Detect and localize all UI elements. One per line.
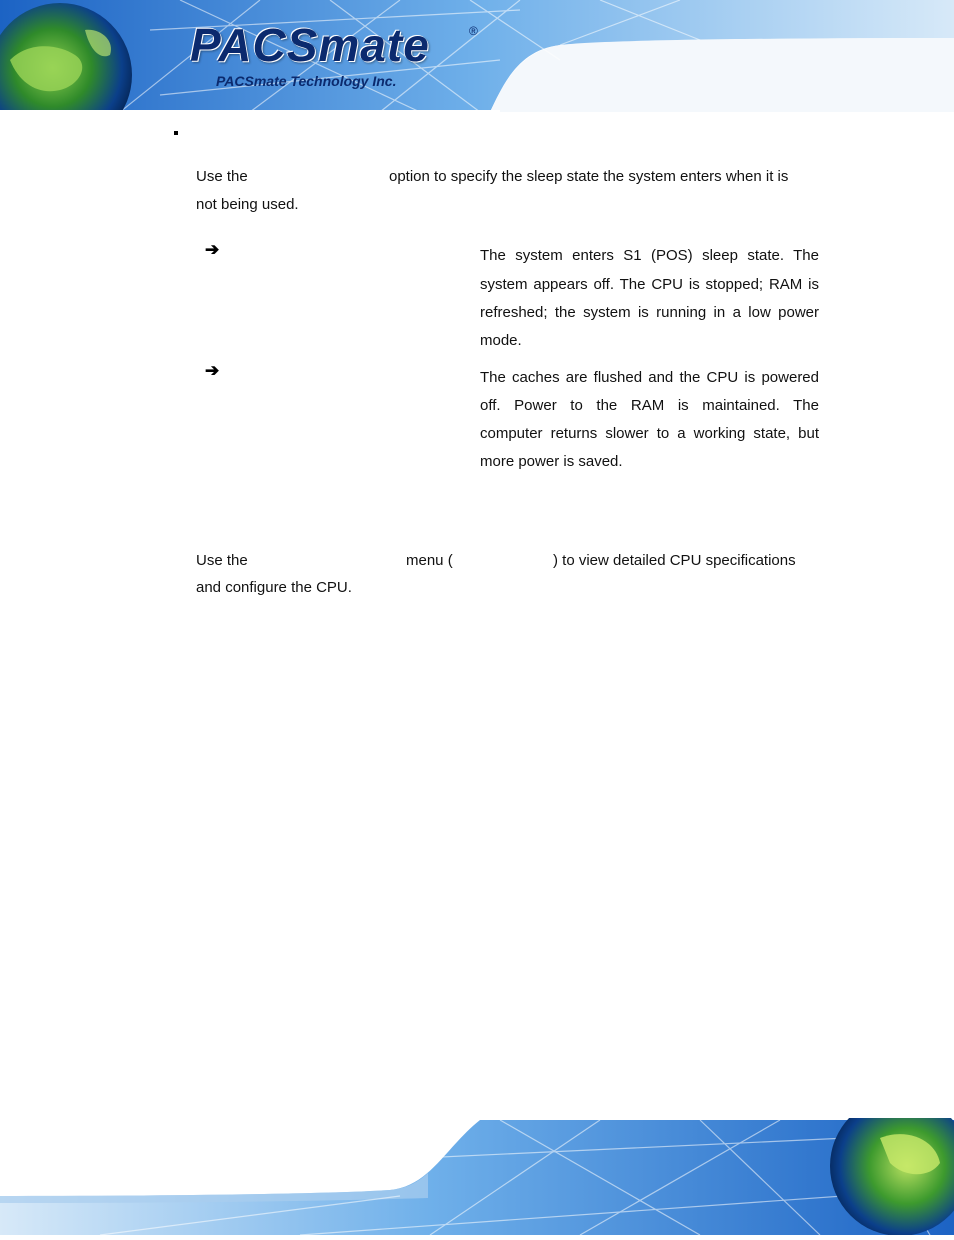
cpu-intro-rest: ) to view detailed CPU specifications [553,552,796,569]
cpu-intro-menu: menu ( [406,552,453,569]
option-arrow-icon: ➔ [205,240,220,259]
sleep-intro-line2: not being used. [196,196,299,213]
option2-desc-line3: computer returns slower to a working state, but [480,425,819,442]
sleep-intro-rest: option to specify the sleep state the system enters when it is [389,168,789,185]
cpu-intro-use-the: Use the [196,552,248,569]
option1-desc-line2: system appears off. The CPU is stopped; RAM is [480,276,819,293]
option1-desc-line1: The system enters S1 (POS) sleep state. The [480,247,819,264]
option1-desc-line4: mode. [480,332,522,349]
option2-desc-line2: off. Power to the RAM is maintained. The [480,397,819,414]
footer-banner [0,1118,954,1235]
cpu-intro-line2: and configure the CPU. [196,579,352,596]
option2-desc-line4: more power is saved. [480,453,623,470]
footer-graphic [0,1118,954,1235]
sleep-intro-use-the: Use the [196,168,248,185]
header-banner [0,0,954,115]
logo-wordmark: PACSmate [190,19,430,71]
option-arrow-icon: ➔ [205,361,220,380]
logo-subtitle: PACSmate Technology Inc. [216,73,397,89]
registered-mark: ® [469,24,478,38]
option1-desc-line3: refreshed; the system is running in a low power [480,304,819,321]
option2-desc-line1: The caches are flushed and the CPU is powered [480,369,819,386]
header-graphic [0,0,954,115]
section-bullet [174,131,178,135]
